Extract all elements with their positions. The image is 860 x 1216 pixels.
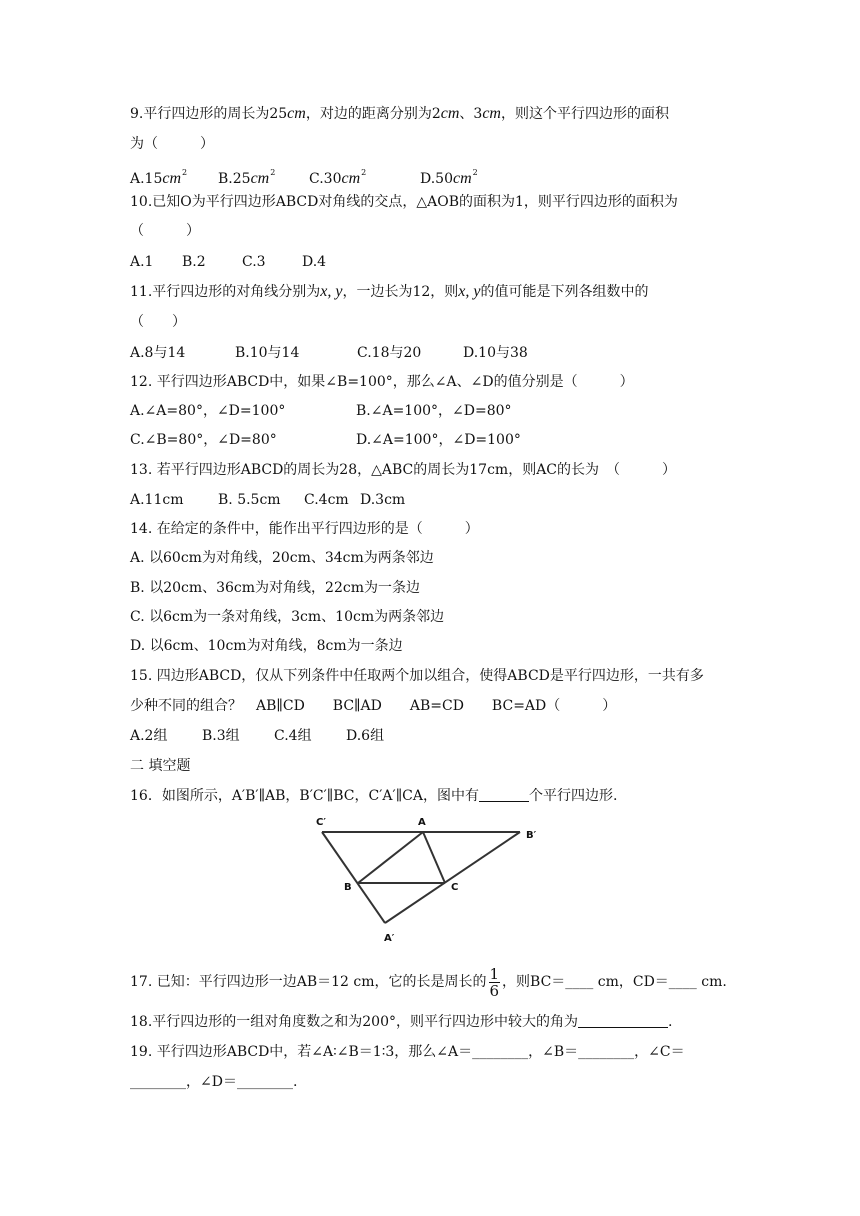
q9-option-c [309, 163, 420, 189]
q11-line2: （ ） [130, 314, 186, 330]
q9-option-a-text: A.15 [130, 171, 163, 187]
q14-option-d: D. 以6cm、10cm为对角线，8cm为一条边 [130, 638, 403, 654]
unit-cm: cm [162, 170, 182, 187]
q12-option-a: A.∠A=80°，∠D=100° [130, 403, 286, 419]
q11-option-b: B.10与14 [235, 345, 300, 361]
q9-option-d-text: D.50 [420, 171, 453, 187]
q16-line1 [130, 786, 617, 806]
q10-option-c: C.3 [242, 254, 266, 270]
label-a-prime: A′ [384, 933, 395, 944]
q11-text-c: 的值可能是下列各组数中的 [480, 284, 649, 300]
q11-options [130, 343, 528, 363]
q19-line2: ________，∠D＝________. [130, 1074, 298, 1090]
q9-line2: 为（ ） [130, 136, 214, 152]
q16-text-b: 个平行四边形. [529, 788, 618, 804]
label-b: B [344, 882, 352, 893]
label-b-prime: B′ [526, 830, 537, 841]
superscript-2: 2 [361, 168, 367, 177]
q9-option-b-text: B.25 [218, 171, 251, 187]
label-c-prime: C′ [316, 817, 326, 828]
unit-cm: cm [250, 170, 270, 187]
parallelogram-figure [300, 810, 560, 950]
q15-line2: 少种不同的组合？ AB∥CD BC∥AD AB=CD BC=AD（ ） [130, 698, 617, 714]
q12-option-b: B.∠A=100°，∠D=80° [356, 403, 512, 419]
answer-blank[interactable] [479, 787, 529, 802]
q9-text-a: 9.平行四边形的周长为25 [130, 106, 288, 122]
q10-options [130, 252, 326, 272]
q12-option-c: C.∠B=80°，∠D=80° [130, 432, 277, 448]
q13-option-c: C.4cm [304, 492, 349, 508]
label-c: C [451, 882, 459, 893]
q11-text-b: ，一边长为12，则 [342, 284, 459, 300]
q17-text-b: ，则BC＝____ cm，CD＝____ cm. [502, 974, 727, 990]
unit-cm: cm [341, 170, 361, 187]
unit-cm: cm [482, 105, 501, 122]
q15-options [130, 726, 384, 746]
edge-a-b [358, 832, 423, 883]
q10-option-a: A.1 [130, 254, 154, 270]
q9-text-b: ，对边的距离分别为2 [305, 106, 441, 122]
q9-option-d [420, 163, 478, 189]
superscript-2: 2 [270, 168, 276, 177]
q18-text-b: . [668, 1014, 673, 1030]
q12-options-row2 [130, 430, 521, 450]
q15-line1: 15. 四边形ABCD，仅从下列条件中任取两个加以组合，使得ABCD是平行四边形，一共有多 [130, 668, 704, 684]
fraction-one-sixth [489, 966, 501, 999]
answer-blank[interactable] [578, 1013, 668, 1028]
q9-text-c: 、3 [459, 106, 483, 122]
q18-line1 [130, 1012, 672, 1032]
edge-c-a [423, 832, 445, 883]
q15-option-d: D.6组 [346, 728, 385, 744]
q18-text-a: 18.平行四边形的一组对角度数之和为200°，则平行四边形中较大的角为 [130, 1014, 578, 1030]
q14-option-c: C. 以6cm为一条对角线，3cm、10cm为两条邻边 [130, 609, 445, 625]
q14-line1: 14. 在给定的条件中，能作出平行四边形的是（ ） [130, 521, 479, 537]
q15-option-c: C.4组 [274, 728, 312, 744]
q13-line1: 13. 若平行四边形ABCD的周长为28，△ABC的周长为17cm，则AC的长为 （ ） [130, 462, 677, 478]
edge-a1-c1 [322, 832, 385, 923]
q11-vars: x, y [320, 283, 343, 300]
q10-line1: 10.已知O为平行四边形ABCD对角线的交点，△AOB的面积为1，则平行四边形的面积为 [130, 194, 678, 210]
q11-option-d: D.10与38 [463, 345, 528, 361]
q13-options [130, 490, 405, 510]
label-a: A [418, 817, 426, 828]
q13-option-d: D.3cm [360, 492, 406, 508]
q14-option-a: A. 以60cm为对角线，20cm、34cm为两条邻边 [130, 550, 434, 566]
q9-option-b [218, 163, 309, 189]
q11-line1 [130, 282, 649, 302]
unit-cm: cm [453, 170, 472, 187]
q11-vars: x, y [458, 283, 481, 300]
q11-option-c: C.18与20 [357, 345, 422, 361]
q9-text-d: ，则这个平行四边形的面积 [500, 106, 669, 122]
q10-line2: （ ） [130, 223, 200, 239]
q17-line1 [130, 962, 727, 1002]
unit-cm: cm [440, 105, 460, 122]
superscript-2: 2 [472, 168, 478, 177]
q13-option-b: B. 5.5cm [218, 492, 281, 508]
section-heading: 二 填空题 [130, 758, 191, 774]
q10-option-d: D.4 [302, 254, 327, 270]
q12-options-row1 [130, 401, 512, 421]
q16-text-a: 16．如图所示，A′B′∥AB，B′C′∥BC，C′A′∥CA，图中有 [130, 788, 479, 804]
q15-option-b: B.3组 [202, 728, 240, 744]
q9-options [130, 163, 478, 189]
fraction-numerator: 1 [489, 964, 500, 983]
q10-option-b: B.2 [182, 254, 206, 270]
q12-option-d: D.∠A=100°，∠D=100° [356, 432, 521, 448]
q9-option-c-text: C.30 [309, 171, 342, 187]
q12-line1: 12. 平行四边形ABCD中，如果∠B=100°，那么∠A、∠D的值分别是（ ） [130, 374, 634, 390]
q13-option-a: A.11cm [130, 492, 184, 508]
q11-option-a: A.8与14 [130, 345, 186, 361]
q11-text-a: 11.平行四边形的对角线分别为 [130, 284, 321, 300]
fraction-denominator: 6 [489, 981, 500, 1000]
q9-line1 [130, 104, 669, 124]
q17-text-a: 17. 已知：平行四边形一边AB＝12 cm，它的长是周长的 [130, 974, 487, 990]
unit-cm: cm [287, 105, 306, 122]
q9-option-a [130, 163, 218, 189]
q14-option-b: B. 以20cm、36cm为对角线，22cm为一条边 [130, 580, 420, 596]
q15-option-a: A.2组 [130, 728, 168, 744]
superscript-2: 2 [182, 168, 188, 177]
q19-line1: 19. 平行四边形ABCD中，若∠A∶∠B＝1∶3，那么∠A＝________，∠B＝________，∠C＝ [130, 1044, 685, 1060]
